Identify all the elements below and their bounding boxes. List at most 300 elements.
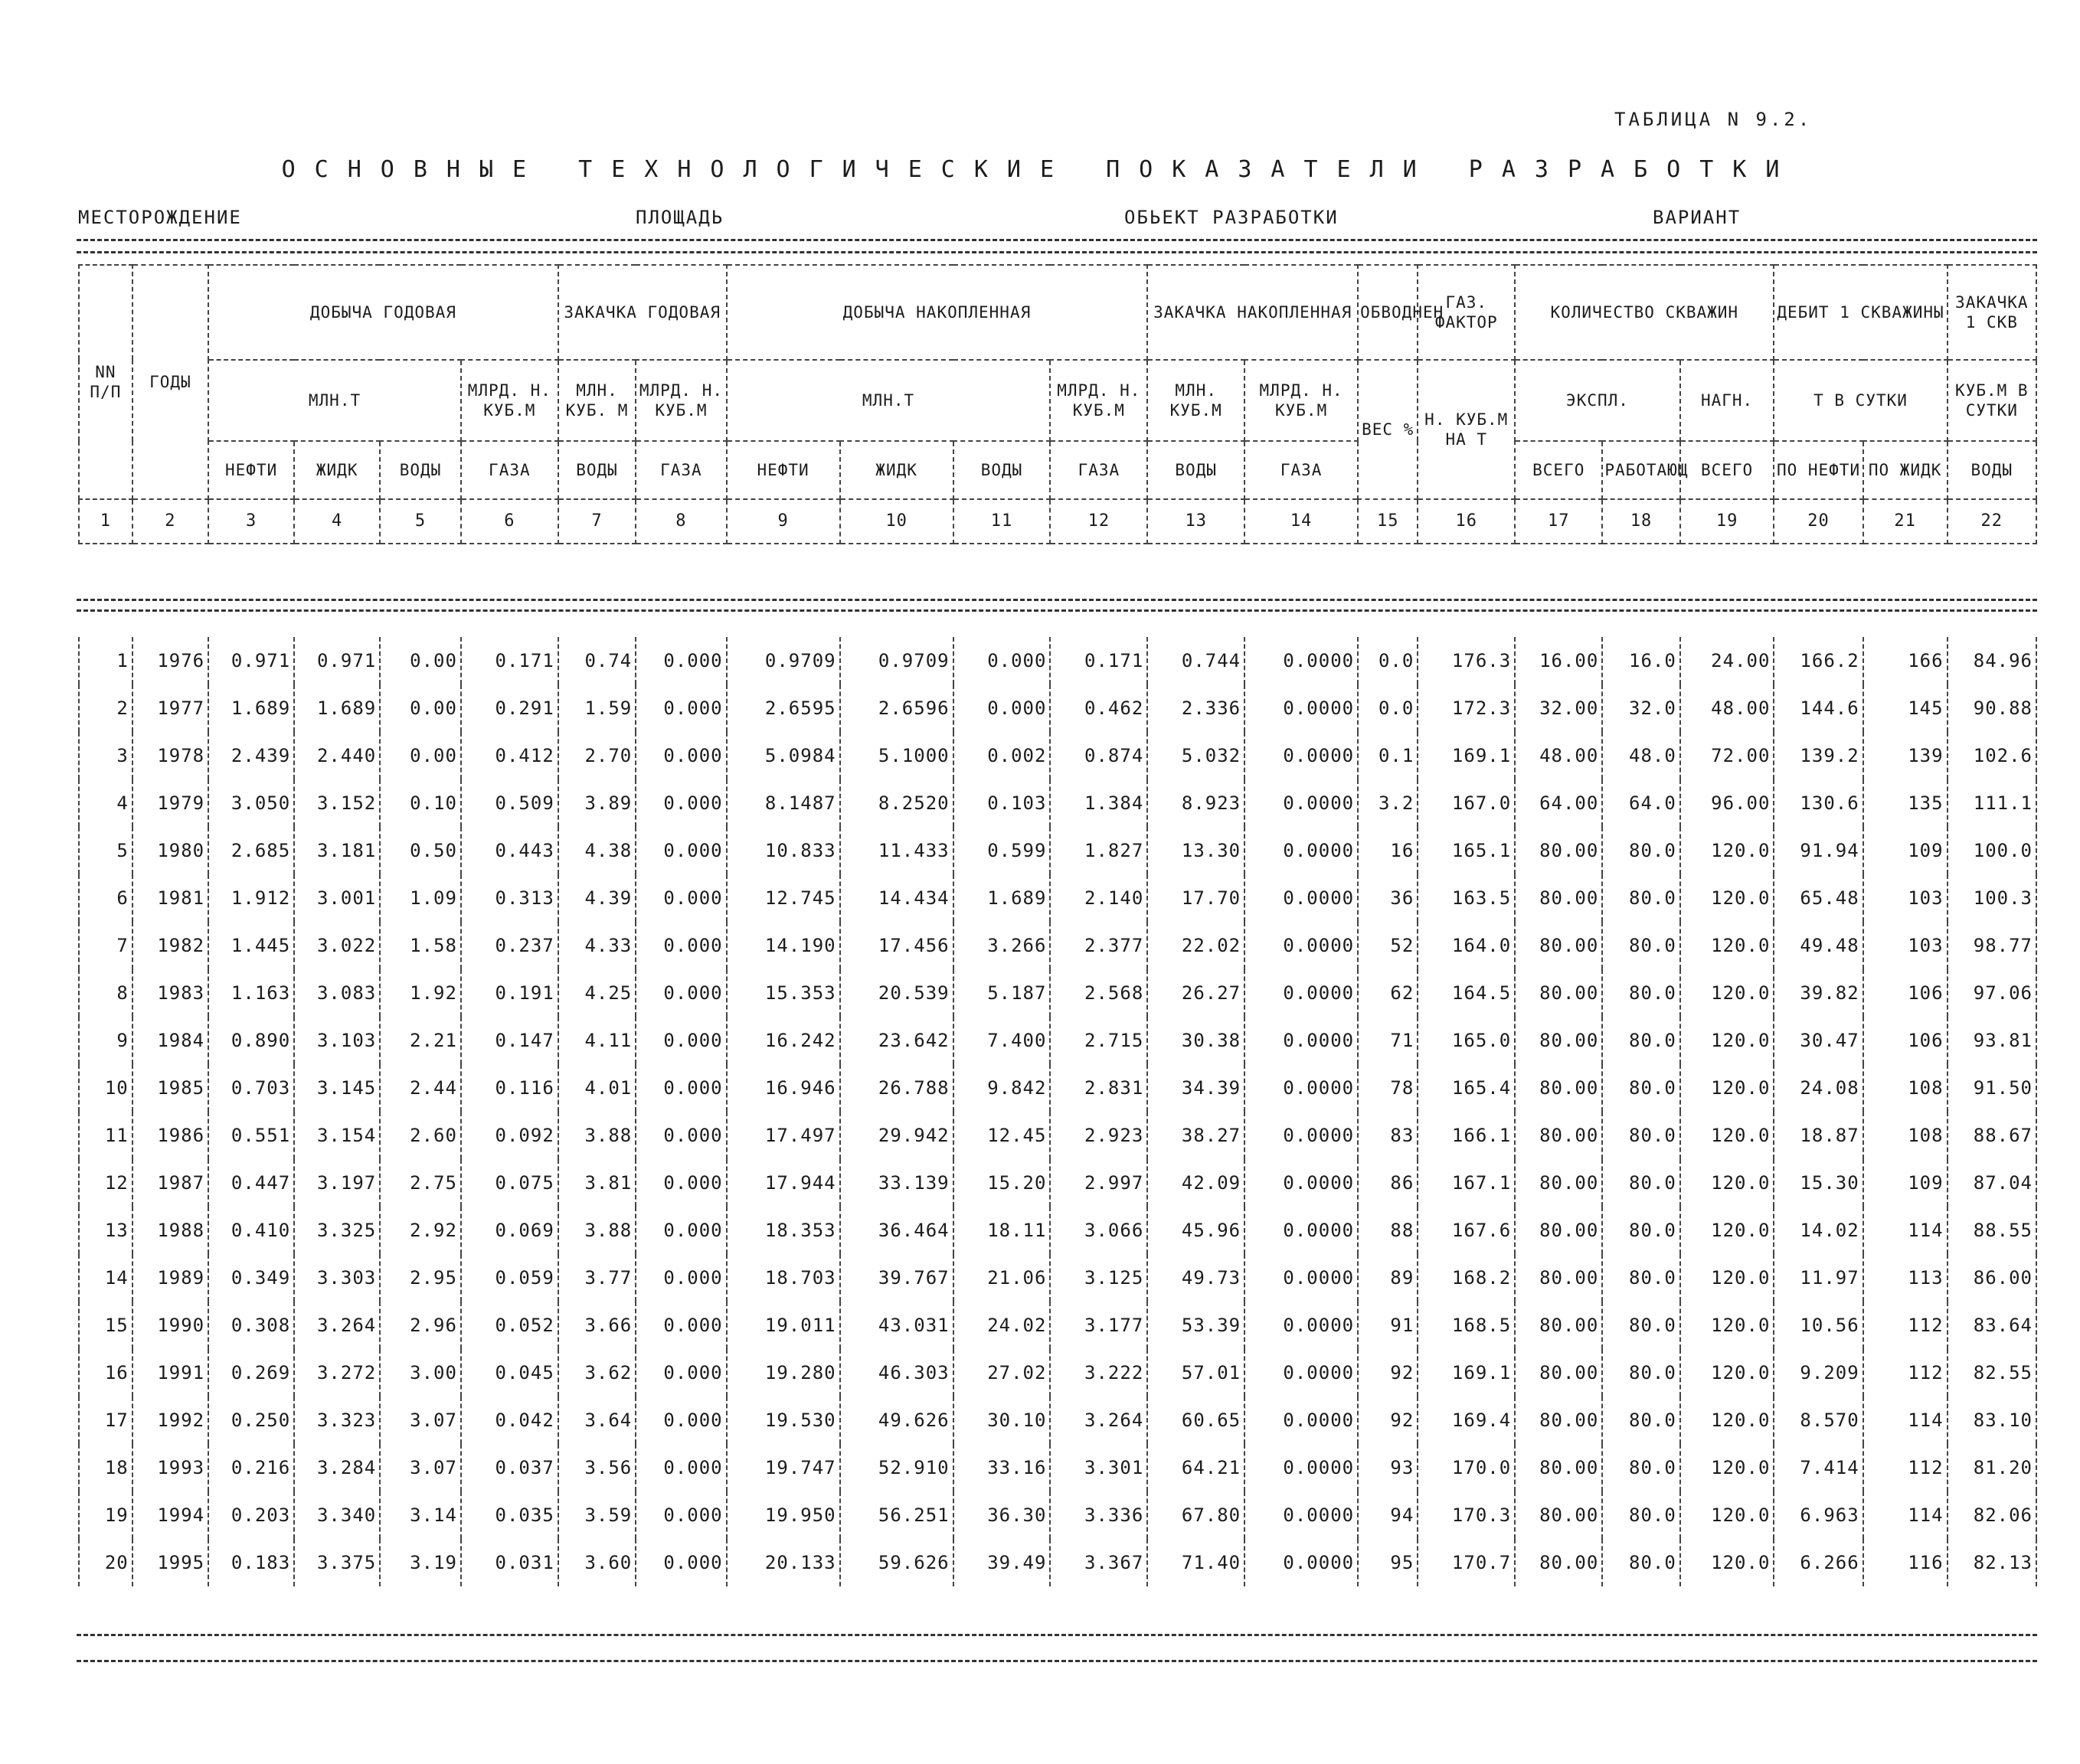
table-row <box>79 1254 2036 1302</box>
table-row <box>79 1064 2036 1112</box>
table-cell: 93 <box>1358 1444 1418 1491</box>
table-cell: 2.60 <box>380 1112 461 1159</box>
table-cell: 26.788 <box>840 1064 953 1112</box>
table-cell: 6.266 <box>1774 1539 1863 1586</box>
divider-bottom <box>77 1634 2037 1636</box>
table-cell: 33.139 <box>840 1159 953 1207</box>
table-cell: 12.45 <box>953 1112 1051 1159</box>
table-cell: 82.55 <box>1948 1349 2036 1396</box>
table-cell: 170.3 <box>1418 1491 1515 1539</box>
table-cell: 120.0 <box>1680 1112 1774 1159</box>
table-cell: 18.87 <box>1774 1112 1863 1159</box>
table-cell: 0.031 <box>461 1539 558 1586</box>
table-cell: 0.000 <box>636 1112 726 1159</box>
table-cell: 32.0 <box>1602 684 1679 732</box>
table-cell: 80.0 <box>1602 969 1679 1017</box>
table-cell: 3.066 <box>1050 1207 1147 1254</box>
unit-mlrd-m3-inj: МЛРД. Н. КУБ.М <box>636 360 726 441</box>
table-cell: 0.0000 <box>1244 874 1358 922</box>
sub-oil-cum: НЕФТИ <box>727 441 840 499</box>
field-label: МЕСТОРОЖДЕНИЕ <box>78 207 242 228</box>
table-cell: 80.00 <box>1515 1491 1602 1539</box>
table-cell: 93.81 <box>1948 1017 2036 1064</box>
table-cell: 3.022 <box>294 922 380 969</box>
table-cell: 80.0 <box>1602 1302 1679 1349</box>
table-cell: 80.00 <box>1515 827 1602 874</box>
table-cell: 0.000 <box>636 1159 726 1207</box>
table-cell: 3.66 <box>558 1302 636 1349</box>
table-cell: 120.0 <box>1680 1349 1774 1396</box>
table-cell: 144.6 <box>1774 684 1863 732</box>
table-cell: 3.177 <box>1050 1302 1147 1349</box>
unit-t-per-day: Т В СУТКИ <box>1774 360 1947 441</box>
table-cell: 86 <box>1358 1159 1418 1207</box>
table-cell: 0.0000 <box>1244 827 1358 874</box>
table-cell: 12 <box>79 1159 132 1207</box>
table-cell: 2.6596 <box>840 684 953 732</box>
table-cell: 0.874 <box>1050 732 1147 779</box>
table-cell: 56.251 <box>840 1491 953 1539</box>
table-cell: 30.10 <box>953 1396 1051 1444</box>
table-cell: 3.336 <box>1050 1491 1147 1539</box>
table-cell: 14.434 <box>840 874 953 922</box>
table-cell: 0.092 <box>461 1112 558 1159</box>
table-cell: 80.0 <box>1602 1112 1679 1159</box>
table-cell: 3.001 <box>294 874 380 922</box>
table-cell: 0.313 <box>461 874 558 922</box>
table-cell: 167.6 <box>1418 1207 1515 1254</box>
table-cell: 0.000 <box>953 684 1051 732</box>
table-cell: 2.336 <box>1147 684 1244 732</box>
table-cell: 166.2 <box>1774 637 1863 684</box>
column-number: 5 <box>380 499 461 544</box>
table-cell: 15.20 <box>953 1159 1051 1207</box>
table-cell: 17.456 <box>840 922 953 969</box>
table-cell: 0.059 <box>461 1254 558 1302</box>
table-cell: 2.21 <box>380 1017 461 1064</box>
table-cell: 16.242 <box>727 1017 840 1064</box>
table-cell: 10.56 <box>1774 1302 1863 1349</box>
table-cell: 92 <box>1358 1349 1418 1396</box>
table-cell: 5.1000 <box>840 732 953 779</box>
table-cell: 1.912 <box>208 874 294 922</box>
table-cell: 114 <box>1863 1491 1948 1539</box>
table-cell: 32.00 <box>1515 684 1602 732</box>
table-cell: 3.07 <box>380 1444 461 1491</box>
table-cell: 120.0 <box>1680 1159 1774 1207</box>
table-cell: 0.000 <box>636 637 726 684</box>
table-cell: 26.27 <box>1147 969 1244 1017</box>
table-cell: 4.25 <box>558 969 636 1017</box>
table-cell: 80.0 <box>1602 827 1679 874</box>
table-cell: 88.55 <box>1948 1207 2036 1254</box>
divider-bottom-2 <box>77 1660 2037 1662</box>
table-cell: 3.56 <box>558 1444 636 1491</box>
table-cell: 3.64 <box>558 1396 636 1444</box>
table-cell: 16.00 <box>1515 637 1602 684</box>
header-gas-factor: ГАЗ. ФАКТОР <box>1418 265 1515 360</box>
column-number: 18 <box>1602 499 1679 544</box>
table-cell: 2.440 <box>294 732 380 779</box>
table-cell: 30.38 <box>1147 1017 1244 1064</box>
sub-gas-inj: ГАЗА <box>636 441 726 499</box>
header-nn: NN П/П <box>79 265 132 499</box>
table-cell: 0.0000 <box>1244 1017 1358 1064</box>
table-cell: 0.0 <box>1358 637 1418 684</box>
table-cell: 3.272 <box>294 1349 380 1396</box>
unit-mlrd-m3-cum-inj: МЛРД. Н. КУБ.М <box>1244 360 1358 441</box>
table-cell: 120.0 <box>1680 1254 1774 1302</box>
table-cell: 169.4 <box>1418 1396 1515 1444</box>
table-cell: 18.353 <box>727 1207 840 1254</box>
unit-mln-t: МЛН.Т <box>208 360 461 441</box>
sub-water: ВОДЫ <box>380 441 461 499</box>
table-cell: 0.0000 <box>1244 637 1358 684</box>
table-cell: 0.971 <box>294 637 380 684</box>
table-cell: 120.0 <box>1680 1539 1774 1586</box>
table-cell: 1976 <box>132 637 208 684</box>
table-cell: 0.890 <box>208 1017 294 1064</box>
table-cell: 0.069 <box>461 1207 558 1254</box>
table-cell: 145 <box>1863 684 1948 732</box>
table-cell: 3.00 <box>380 1349 461 1396</box>
table-cell: 80.0 <box>1602 1396 1679 1444</box>
table-cell: 169.1 <box>1418 1349 1515 1396</box>
table-cell: 0.042 <box>461 1396 558 1444</box>
table-cell: 1 <box>79 637 132 684</box>
table-cell: 170.0 <box>1418 1444 1515 1491</box>
table-cell: 2.44 <box>380 1064 461 1112</box>
header-cumulative-production: ДОБЫЧА НАКОПЛЕННАЯ <box>727 265 1148 360</box>
table-cell: 103 <box>1863 922 1948 969</box>
table-cell: 0.000 <box>953 637 1051 684</box>
table-row <box>79 1539 2036 1586</box>
table-cell: 80.00 <box>1515 922 1602 969</box>
unit-nm3-per-t: Н. КУБ.М НА Т <box>1418 360 1515 499</box>
table-cell: 0.0 <box>1358 684 1418 732</box>
table-cell: 11.97 <box>1774 1254 1863 1302</box>
table-cell: 120.0 <box>1680 1064 1774 1112</box>
table-cell: 1979 <box>132 779 208 827</box>
table-cell: 176.3 <box>1418 637 1515 684</box>
table-row <box>79 779 2036 827</box>
table-cell: 3.083 <box>294 969 380 1017</box>
table-cell: 13 <box>79 1207 132 1254</box>
table-cell: 0.216 <box>208 1444 294 1491</box>
table-cell: 18 <box>79 1444 132 1491</box>
table-cell: 45.96 <box>1147 1207 1244 1254</box>
table-cell: 2.568 <box>1050 969 1147 1017</box>
table-cell: 0.0000 <box>1244 1254 1358 1302</box>
sub-gas: ГАЗА <box>461 441 558 499</box>
column-number: 1 <box>79 499 132 544</box>
table-cell: 2.377 <box>1050 922 1147 969</box>
table-cell: 15.30 <box>1774 1159 1863 1207</box>
table-cell: 0.0000 <box>1244 1491 1358 1539</box>
table-cell: 0.00 <box>380 637 461 684</box>
table-cell: 3.88 <box>558 1112 636 1159</box>
table-cell: 1.09 <box>380 874 461 922</box>
table-cell: 103 <box>1863 874 1948 922</box>
table-cell: 87.04 <box>1948 1159 2036 1207</box>
column-number: 14 <box>1244 499 1358 544</box>
variant-label: ВАРИАНТ <box>1653 207 1742 228</box>
table-cell: 10 <box>79 1064 132 1112</box>
table-cell: 2.997 <box>1050 1159 1147 1207</box>
table-cell: 80.00 <box>1515 1112 1602 1159</box>
table-cell: 80.00 <box>1515 1444 1602 1491</box>
table-cell: 168.5 <box>1418 1302 1515 1349</box>
table-number-label: ТАБЛИЦА N 9.2. <box>1614 109 1813 130</box>
table-cell: 0.00 <box>380 732 461 779</box>
table-cell: 3.301 <box>1050 1444 1147 1491</box>
table-cell: 120.0 <box>1680 874 1774 922</box>
table-cell: 14.02 <box>1774 1207 1863 1254</box>
table-cell: 168.2 <box>1418 1254 1515 1302</box>
table-cell: 0.237 <box>461 922 558 969</box>
table-cell: 12.745 <box>727 874 840 922</box>
table-cell: 0.000 <box>636 1302 726 1349</box>
sub-liquid: ЖИДК <box>294 441 380 499</box>
table-cell: 3.125 <box>1050 1254 1147 1302</box>
table-cell: 8 <box>79 969 132 1017</box>
table-cell: 130.6 <box>1774 779 1863 827</box>
table-cell: 163.5 <box>1418 874 1515 922</box>
table-cell: 167.0 <box>1418 779 1515 827</box>
table-cell: 4.33 <box>558 922 636 969</box>
header-cumulative-injection: ЗАКАЧКА НАКОПЛЕННАЯ <box>1147 265 1358 360</box>
table-cell: 1995 <box>132 1539 208 1586</box>
table-cell: 120.0 <box>1680 1396 1774 1444</box>
table-cell: 120.0 <box>1680 969 1774 1017</box>
table-cell: 1.689 <box>208 684 294 732</box>
table-cell: 0.0000 <box>1244 1302 1358 1349</box>
table-cell: 67.80 <box>1147 1491 1244 1539</box>
sub-water-cum-inj: ВОДЫ <box>1147 441 1244 499</box>
table-cell: 80.0 <box>1602 1017 1679 1064</box>
table-cell: 3.375 <box>294 1539 380 1586</box>
table-cell: 86.00 <box>1948 1254 2036 1302</box>
table-cell: 0.191 <box>461 969 558 1017</box>
column-number: 13 <box>1147 499 1244 544</box>
table-cell: 0.171 <box>1050 637 1147 684</box>
table-cell: 0.0000 <box>1244 779 1358 827</box>
table-cell: 65.48 <box>1774 874 1863 922</box>
table-cell: 17 <box>79 1396 132 1444</box>
table-cell: 4.39 <box>558 874 636 922</box>
table-cell: 8.923 <box>1147 779 1244 827</box>
table-row <box>79 1302 2036 1349</box>
table-cell: 0.703 <box>208 1064 294 1112</box>
header-ekspl: ЭКСПЛ. <box>1515 360 1680 441</box>
table-cell: 108 <box>1863 1064 1948 1112</box>
table-cell: 0.291 <box>461 684 558 732</box>
table-cell: 1992 <box>132 1396 208 1444</box>
table-cell: 4.01 <box>558 1064 636 1112</box>
table-cell: 0.0000 <box>1244 1207 1358 1254</box>
table-cell: 0.447 <box>208 1159 294 1207</box>
table-row <box>79 827 2036 874</box>
table-cell: 60.65 <box>1147 1396 1244 1444</box>
table-cell: 10.833 <box>727 827 840 874</box>
table-cell: 0.1 <box>1358 732 1418 779</box>
column-number: 21 <box>1863 499 1948 544</box>
table-cell: 98.77 <box>1948 922 2036 969</box>
table-cell: 164.5 <box>1418 969 1515 1017</box>
table-cell: 8.570 <box>1774 1396 1863 1444</box>
table-cell: 8.1487 <box>727 779 840 827</box>
table-cell: 169.1 <box>1418 732 1515 779</box>
table-cell: 80.0 <box>1602 874 1679 922</box>
table-cell: 1993 <box>132 1444 208 1491</box>
table-cell: 109 <box>1863 1159 1948 1207</box>
sub-gas-cum-inj: ГАЗА <box>1244 441 1358 499</box>
table-cell: 80.0 <box>1602 1207 1679 1254</box>
table-cell: 166.1 <box>1418 1112 1515 1159</box>
table-cell: 1991 <box>132 1349 208 1396</box>
sub-by-liquid: ПО ЖИДК <box>1863 441 1948 499</box>
table-cell: 0.50 <box>380 827 461 874</box>
table-cell: 0.171 <box>461 637 558 684</box>
table-cell: 2.70 <box>558 732 636 779</box>
table-cell: 0.269 <box>208 1349 294 1396</box>
table-cell: 36.30 <box>953 1491 1051 1539</box>
table-cell: 3.284 <box>294 1444 380 1491</box>
table-cell: 97.06 <box>1948 969 2036 1017</box>
table-cell: 82.13 <box>1948 1539 2036 1586</box>
table-cell: 13.30 <box>1147 827 1244 874</box>
table-cell: 165.0 <box>1418 1017 1515 1064</box>
table-cell: 39.82 <box>1774 969 1863 1017</box>
table-row <box>79 1207 2036 1254</box>
table-cell: 3.323 <box>294 1396 380 1444</box>
table-cell: 3.145 <box>294 1064 380 1112</box>
column-number: 9 <box>727 499 840 544</box>
object-label: ОБЬЕКТ РАЗРАБОТКИ <box>1124 207 1339 228</box>
table-row <box>79 969 2036 1017</box>
table-cell: 1990 <box>132 1302 208 1349</box>
table-cell: 4.38 <box>558 827 636 874</box>
table-cell: 20.133 <box>727 1539 840 1586</box>
table-cell: 112 <box>1863 1302 1948 1349</box>
table-cell: 0.00 <box>380 684 461 732</box>
table-cell: 2.923 <box>1050 1112 1147 1159</box>
table-cell: 9 <box>79 1017 132 1064</box>
table-cell: 1.92 <box>380 969 461 1017</box>
table-cell: 30.47 <box>1774 1017 1863 1064</box>
table-cell: 3.264 <box>294 1302 380 1349</box>
table-cell: 1.445 <box>208 922 294 969</box>
table-cell: 120.0 <box>1680 922 1774 969</box>
unit-mln-m3: МЛН. КУБ. М <box>558 360 636 441</box>
table-cell: 112 <box>1863 1444 1948 1491</box>
table-cell: 0.000 <box>636 1017 726 1064</box>
table-cell: 64.0 <box>1602 779 1679 827</box>
table-cell: 71.40 <box>1147 1539 1244 1586</box>
table-cell: 1994 <box>132 1491 208 1539</box>
table-cell: 0.462 <box>1050 684 1147 732</box>
table-cell: 114 <box>1863 1207 1948 1254</box>
table-cell: 3.81 <box>558 1159 636 1207</box>
table-cell: 0.116 <box>461 1064 558 1112</box>
table-cell: 0.000 <box>636 1539 726 1586</box>
table-cell: 43.031 <box>840 1302 953 1349</box>
table-cell: 170.7 <box>1418 1539 1515 1586</box>
table-cell: 0.0000 <box>1244 1539 1358 1586</box>
table-row <box>79 1112 2036 1159</box>
table-cell: 0.0000 <box>1244 922 1358 969</box>
table-cell: 0.0000 <box>1244 732 1358 779</box>
table-cell: 57.01 <box>1147 1349 1244 1396</box>
table-cell: 19.280 <box>727 1349 840 1396</box>
table-cell: 94 <box>1358 1491 1418 1539</box>
sub-water-rate: ВОДЫ <box>1948 441 2036 499</box>
table-cell: 3.2 <box>1358 779 1418 827</box>
column-number: 20 <box>1774 499 1863 544</box>
table-cell: 88 <box>1358 1207 1418 1254</box>
sub-by-oil: ПО НЕФТИ <box>1774 441 1863 499</box>
table-cell: 166 <box>1863 637 1948 684</box>
table-cell: 2.96 <box>380 1302 461 1349</box>
table-cell: 3.07 <box>380 1396 461 1444</box>
table-cell: 23.642 <box>840 1017 953 1064</box>
table-cell: 91.50 <box>1948 1064 2036 1112</box>
table-cell: 113 <box>1863 1254 1948 1302</box>
table-cell: 9.209 <box>1774 1349 1863 1396</box>
sub-oil: НЕФТИ <box>208 441 294 499</box>
table-cell: 1.827 <box>1050 827 1147 874</box>
table-cell: 24.02 <box>953 1302 1051 1349</box>
table-row <box>79 874 2036 922</box>
table-cell: 29.942 <box>840 1112 953 1159</box>
table-cell: 5 <box>79 827 132 874</box>
table-cell: 109 <box>1863 827 1948 874</box>
table-cell: 1.689 <box>953 874 1051 922</box>
table-cell: 120.0 <box>1680 1207 1774 1254</box>
header-annual-injection: ЗАКАЧКА ГОДОВАЯ <box>558 265 727 360</box>
header-annual-production: ДОБЫЧА ГОДОВАЯ <box>208 265 558 360</box>
page-title: ОСНОВНЫЕ ТЕХНОЛОГИЧЕСКИЕ ПОКАЗАТЕЛИ РАЗРАБОТКИ <box>281 156 1799 183</box>
table-cell: 16 <box>1358 827 1418 874</box>
table-cell: 64.00 <box>1515 779 1602 827</box>
table-cell: 80.00 <box>1515 1254 1602 1302</box>
table-cell: 0.9709 <box>840 637 953 684</box>
column-number: 11 <box>953 499 1051 544</box>
table-cell: 95 <box>1358 1539 1418 1586</box>
sub-liquid-cum: ЖИДК <box>840 441 953 499</box>
table-cell: 120.0 <box>1680 1444 1774 1491</box>
table-cell: 106 <box>1863 969 1948 1017</box>
table-cell: 16 <box>79 1349 132 1396</box>
table-cell: 0.183 <box>208 1539 294 1586</box>
table-cell: 0.551 <box>208 1112 294 1159</box>
table-cell: 0.052 <box>461 1302 558 1349</box>
table-cell: 3.152 <box>294 779 380 827</box>
table-cell: 0.412 <box>461 732 558 779</box>
table-cell: 16.0 <box>1602 637 1679 684</box>
header-wells-count: КОЛИЧЕСТВО СКВАЖИН <box>1515 265 1774 360</box>
table-cell: 0.443 <box>461 827 558 874</box>
table-cell: 0.000 <box>636 1064 726 1112</box>
table-cell: 1981 <box>132 874 208 922</box>
table-cell: 0.0000 <box>1244 1349 1358 1396</box>
table-cell: 3.050 <box>208 779 294 827</box>
table-cell: 3.59 <box>558 1491 636 1539</box>
table-cell: 52 <box>1358 922 1418 969</box>
table-cell: 59.626 <box>840 1539 953 1586</box>
table-cell: 0.971 <box>208 637 294 684</box>
table-row <box>79 1444 2036 1491</box>
